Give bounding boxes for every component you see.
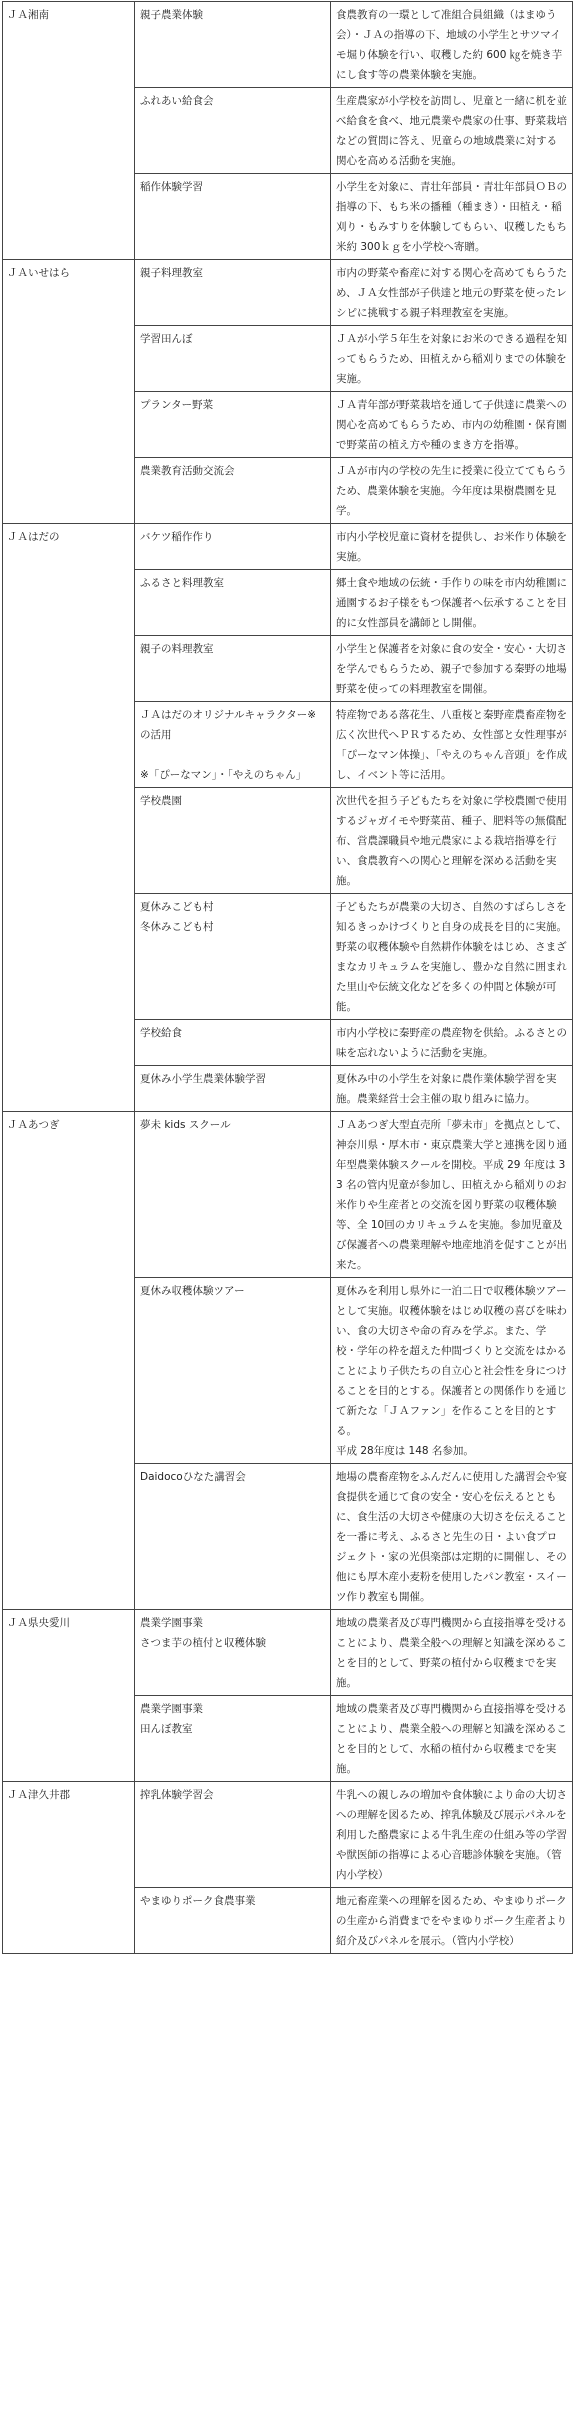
project-cell: Daidocoひなた講習会: [135, 1464, 331, 1610]
table-row: [3, 2, 573, 88]
project-cell: 搾乳体験学習会: [135, 1782, 331, 1888]
description-cell: 郷土食や地域の伝統・手作りの味を市内幼稚園に通園するお子様をもつ保護者へ伝承することを目的に女性部員を講師とし開催。: [331, 570, 573, 636]
project-cell: 農業学園事業 田んぼ教室: [135, 1696, 331, 1782]
ja-name-cell: ＪＡ県央愛川: [3, 1610, 135, 1782]
description-cell: 地場の農畜産物をふんだんに使用した講習会や宴食提供を通じて食の安全・安心を伝えるとともに、食生活の大切さや健康の大切さを伝えることを一番に考え、ふるさと先生の日・よい食プロジェクト・家の光倶楽部は定期的に開催し、その他にも厚木産小麦粉を使用したパン教室・スイーツ作り教室も開催。: [331, 1464, 573, 1610]
ja-name-cell: ＪＡあつぎ: [3, 1112, 135, 1610]
project-cell: 親子の料理教室: [135, 636, 331, 702]
description-cell: 市内小学校児童に資材を提供し、お米作り体験を実施。: [331, 524, 573, 570]
table-row: [3, 1782, 573, 1888]
project-cell: 農業学園事業 さつま芋の植付と収穫体験: [135, 1610, 331, 1696]
description-cell: 牛乳への親しみの増加や食体験により命の大切さへの理解を図るため、搾乳体験及び展示パネルを利用した酪農家による牛乳生産の仕組み等の学習や獣医師の指導による心音聴診体験を実施。（管内小学校）: [331, 1782, 573, 1888]
table-row: [3, 524, 573, 570]
description-cell: 地元畜産業への理解を図るため、やまゆりポークの生産から消費までをやまゆりポーク生産者より紹介及びパネルを展示。（管内小学校）: [331, 1888, 573, 1954]
description-cell: 子どもたちが農業の大切さ、自然のすばらしさを知るきっかけづくりと自身の成長を目的に実施。野菜の収穫体験や自然耕作体験をはじめ、さまざまなカリキュラムを実施し、豊かな自然に囲まれた里山や伝統文化などを多くの仲間と体験が可能。: [331, 894, 573, 1020]
project-cell: 学校農園: [135, 788, 331, 894]
table-row: [3, 1112, 573, 1278]
description-cell: 夏休みを利用し県外に一泊二日で収穫体験ツアーとして実施。収穫体験をはじめ収穫の喜びを味わい、食の大切さや命の育みを学ぶ。また、学校・学年の枠を超えた仲間づくりと交流をはかることにより子供たちの自立心と社会性を身につけることを目的とする。保護者との関係作りを通じて新たな「ＪＡファン」を作ることを目的とする。 平成 28年度は 148 名参加。: [331, 1278, 573, 1464]
description-cell: ＪＡあつぎ大型直売所「夢未市」を拠点として、神奈川県・厚木市・東京農業大学と連携を図り通年型農業体験スクールを開校。平成 29 年度は 33 名の管内児童が参加し、田植えから稲刈りのお米作りや生産者との交流を図り野菜の収穫体験等、全 10回のカリキュラムを実施。参加児童及び保護者への農業理解や地産地消を促すことが出来た。: [331, 1112, 573, 1278]
ja-name-cell: ＪＡ湘南: [3, 2, 135, 260]
ja-name-cell: ＪＡ津久井郡: [3, 1782, 135, 1954]
project-cell: 稲作体験学習: [135, 174, 331, 260]
description-cell: 小学生と保護者を対象に食の安全・安心・大切さを学んでもらうため、親子で参加する秦野の地場野菜を使っての料理教室を開催。: [331, 636, 573, 702]
project-cell: 夏休み収穫体験ツアー: [135, 1278, 331, 1464]
project-cell: 夏休みこども村 冬休みこども村: [135, 894, 331, 1020]
description-cell: 夏休み中の小学生を対象に農作業体験学習を実施。農業経営士会主催の取り組みに協力。: [331, 1066, 573, 1112]
description-cell: ＪＡが小学５年生を対象にお米のできる過程を知ってもらうため、田植えから稲刈りまでの体験を実施。: [331, 326, 573, 392]
description-cell: 小学生を対象に、青壮年部員・青壮年部員ＯＢの指導の下、もち米の播種（種まき）・田植え・稲刈り・もみすりを体験してもらい、収穫したもち米約 300ｋｇを小学校へ寄贈。: [331, 174, 573, 260]
project-cell: ふれあい給食会: [135, 88, 331, 174]
project-cell: 夢未 kids スクール: [135, 1112, 331, 1278]
project-cell: 学習田んぼ: [135, 326, 331, 392]
description-cell: 食農教育の一環として准組合員組織（はまゆう会）・ＪＡの指導の下、地域の小学生とサツマイモ堀り体験を行い、収穫した約 600 ㎏を焼き芋にし食す等の農業体験を実施。: [331, 2, 573, 88]
project-cell: ＪＡはだのオリジナルキャラクター※の活用 ※「ぴーなマン」・「やえのちゃん」: [135, 702, 331, 788]
project-cell: バケツ稲作作り: [135, 524, 331, 570]
description-cell: 特産物である落花生、八重桜と秦野産農畜産物を広く次世代へＰＲするため、女性部と女性理事が「ぴーなマン体操」、「やえのちゃん音頭」を作成し、イベント等に活用。: [331, 702, 573, 788]
description-cell: ＪＡが市内の学校の先生に授業に役立ててもらうため、農業体験を実施。今年度は果樹農園を見学。: [331, 458, 573, 524]
project-cell: ふるさと料理教室: [135, 570, 331, 636]
project-cell: 親子農業体験: [135, 2, 331, 88]
project-cell: 親子料理教室: [135, 260, 331, 326]
description-cell: 地域の農業者及び専門機関から直接指導を受けることにより、農業全般への理解と知識を深めることを目的として、水稲の植付から収穫までを実施。: [331, 1696, 573, 1782]
table-row: [3, 260, 573, 326]
description-cell: ＪＡ青年部が野菜栽培を通して子供達に農業への関心を高めてもらうため、市内の幼稚園・保育園で野菜苗の植え方や種のまき方を指導。: [331, 392, 573, 458]
description-cell: 地域の農業者及び専門機関から直接指導を受けることにより、農業全般への理解と知識を深めることを目的として、野菜の植付から収穫までを実施。: [331, 1610, 573, 1696]
ja-name-cell: ＪＡいせはら: [3, 260, 135, 524]
description-cell: 生産農家が小学校を訪問し、児童と一緒に机を並べ給食を食べ、地元農業や農家の仕事、野菜栽培などの質問に答え、児童らの地域農業に対する関心を高める活動を実施。: [331, 88, 573, 174]
ja-name-cell: ＪＡはだの: [3, 524, 135, 1112]
description-cell: 市内の野菜や畜産に対する関心を高めてもらうため、ＪＡ女性部が子供達と地元の野菜を使ったレシピに挑戦する親子料理教室を実施。: [331, 260, 573, 326]
project-cell: 学校給食: [135, 1020, 331, 1066]
table-row: [3, 1610, 573, 1696]
description-cell: 次世代を担う子どもたちを対象に学校農園で使用するジャガイモや野菜苗、種子、肥料等の無償配布、営農課職員や地元農家による栽培指導を行い、食農教育への関心と理解を深める活動を実施。: [331, 788, 573, 894]
description-cell: 市内小学校に秦野産の農産物を供給。ふるさとの味を忘れないように活動を実施。: [331, 1020, 573, 1066]
project-cell: プランター野菜: [135, 392, 331, 458]
project-cell: やまゆりポーク食農事業: [135, 1888, 331, 1954]
project-cell: 農業教育活動交流会: [135, 458, 331, 524]
agricultural-education-table: [2, 1, 573, 1954]
project-cell: 夏休み小学生農業体験学習: [135, 1066, 331, 1112]
